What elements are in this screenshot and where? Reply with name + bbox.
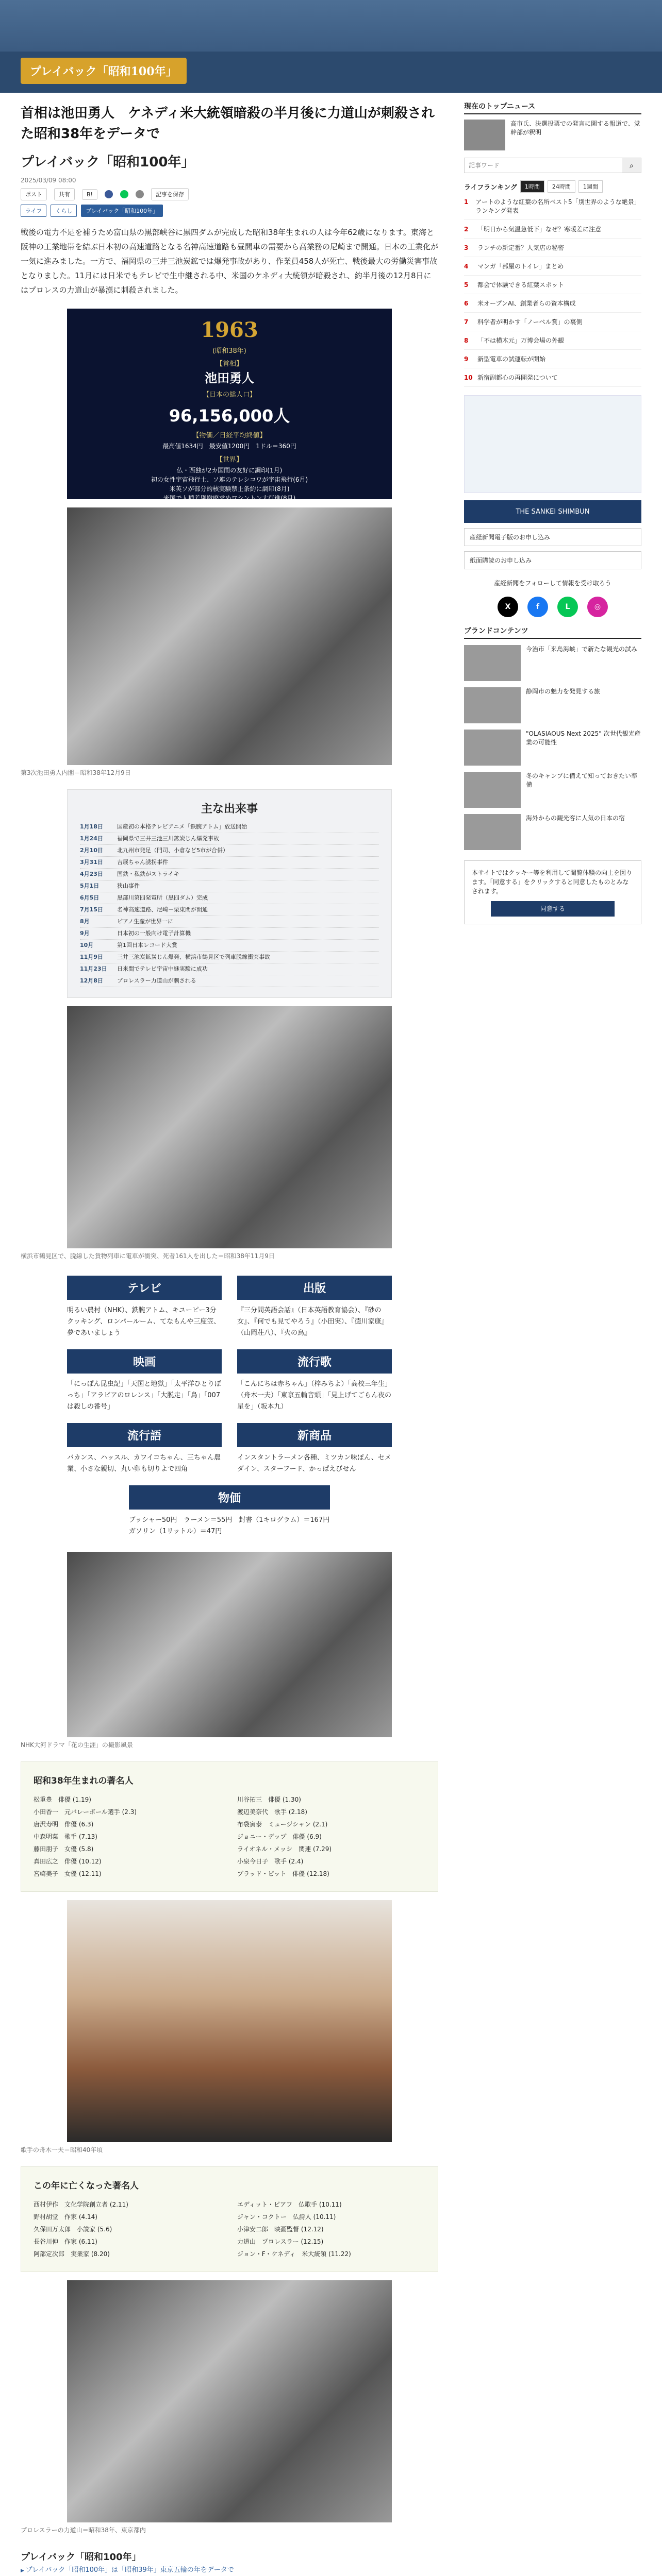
celebrity-role: 小説家 <box>77 2226 96 2233</box>
celebrity-date: (10.11) <box>319 2201 342 2208</box>
event-date: 12月8日 <box>80 977 103 984</box>
ranking-text: 新宿副都心の再開発について <box>477 374 558 381</box>
celebrity-date: (7.29) <box>313 1845 332 1853</box>
celebrity-item <box>237 2235 425 2248</box>
celebrity-role: 俳優 <box>268 1796 281 1803</box>
event-text: 国産初の本格テレビアニメ「鉄腕アトム」放送開始 <box>117 823 247 830</box>
celebrity-date: (11.22) <box>328 2250 351 2258</box>
ranking-text: 新型電車の試運転が開始 <box>477 355 546 363</box>
category-prices <box>129 1485 337 1537</box>
celebrity-item <box>237 2248 425 2260</box>
celebrity-role: 女優 <box>64 1870 77 1877</box>
ranking-item[interactable] <box>464 336 641 350</box>
subscribe-digital-link[interactable]: 産経新聞電子版のお申し込み <box>464 528 641 546</box>
sns-follow-title: 産経新聞をフォローして情報を受け取ろう <box>494 580 611 587</box>
tab-1hour[interactable]: 1時間 <box>520 180 544 193</box>
celebrity-name: 布袋寅泰 <box>237 1821 262 1828</box>
celebrity-role: 俳優 <box>292 1870 305 1877</box>
celebrity-item <box>237 1818 425 1831</box>
celebrity-date: (7.13) <box>78 1833 97 1840</box>
event-text: 北九州市発足（門司、小倉など5市が合併） <box>117 847 228 854</box>
celebrity-date: (2.4) <box>288 1858 304 1865</box>
top-news-title: 現在のトップニュース <box>464 101 641 114</box>
brand-thumb <box>464 814 521 850</box>
celebrity-role: 映画監督 <box>274 2226 300 2233</box>
info-year: 1963 <box>201 318 258 342</box>
event-text: 日米間でテレビ宇宙中継実験に成功 <box>117 965 208 972</box>
event-row <box>80 904 379 916</box>
drama-caption: NHK大河ドラマ「花の生涯」の撮影風景 <box>21 1741 133 1749</box>
sidebar <box>464 93 641 924</box>
celebrity-name: 野村胡堂 <box>34 2213 59 2221</box>
train-caption: 横浜市鶴見区で、脱線した貨物列車に電車が衝突、死者161人を出した＝昭和38年11月9日 <box>21 1252 275 1260</box>
celebrity-name: 力道山 <box>237 2238 256 2245</box>
brand-text: 冬のキャンプに備えて知っておきたい準備 <box>526 772 638 788</box>
events-title: 主な出来事 <box>201 802 258 816</box>
related-link[interactable]: ▶ プレイバック「昭和100年」は「昭和39年」東京五輪の年をデータで <box>21 2563 438 2576</box>
sns-icons <box>464 597 641 617</box>
celebrity-item <box>34 1843 222 1855</box>
category-text: 「こんにちは赤ちゃん」（梓みちよ）「高校三年生」（舟木一夫）「東京五輪音頭」「見上げてごらん夜の星を」（坂本九） <box>237 1380 392 1411</box>
brand-item[interactable] <box>464 687 641 723</box>
events-table <box>67 789 392 998</box>
info-world: 仏・西独が2カ国間の友好に調印(1月) 初の女性宇宙飛行士、ソ連のテレシコワが宇宙飛行(6月) 米英ソが部分的核実験禁止条約に調印(8月) 米国で人種差別撤廃求めワシントン大行進(8月) <box>151 467 308 502</box>
event-row <box>80 952 379 963</box>
celebrity-role: 関連 <box>299 1845 311 1853</box>
series-title: プレイバック「昭和100年」 <box>21 155 195 170</box>
header-banner <box>0 0 662 93</box>
celebrity-item <box>237 1831 425 1843</box>
category-title: 映画 <box>67 1349 222 1374</box>
event-text: 国鉄・私鉄がストライキ <box>117 871 179 877</box>
category-songs <box>237 1349 392 1413</box>
ranking-text: マンガ「部屋のトイレ」まとめ <box>477 263 564 270</box>
line-icon[interactable] <box>120 190 128 198</box>
share-button[interactable]: 共有 <box>54 188 75 200</box>
celebrity-name: 藤田朋子 <box>34 1845 59 1853</box>
info-pm: 池田勇人 <box>205 371 254 385</box>
event-row <box>80 916 379 928</box>
celebrity-name: 小田香一 <box>34 1808 59 1816</box>
event-row <box>80 940 379 952</box>
tag-life[interactable]: ライフ <box>21 205 46 217</box>
singer-photo <box>67 1900 392 2142</box>
celebrity-role: ミュージシャン <box>268 1821 311 1828</box>
page-title: 首相は池田勇人 ケネディ米大統領暗殺の半月後に力道山が刺殺された昭和38年をデータで <box>21 106 435 142</box>
ad-banner[interactable] <box>464 395 641 493</box>
ranking-text: 「不は横木元」万博会場の外観 <box>477 337 565 344</box>
celebrity-item <box>34 1831 222 1843</box>
celebrity-name: 渡辺美奈代 <box>237 1808 269 1816</box>
event-date: 8月 <box>80 918 90 925</box>
celebrity-date: (12.11) <box>78 1870 102 1877</box>
ranking-item[interactable] <box>464 244 641 257</box>
ranking-item[interactable] <box>464 198 641 220</box>
born-celebrities <box>21 1761 438 1892</box>
rikidozan-caption: プロレスラーの力道山＝昭和38年、東京都内 <box>21 2527 146 2534</box>
event-row <box>80 833 379 845</box>
celebrity-name: 西村伊作 <box>34 2201 59 2208</box>
brand-thumb <box>464 645 521 681</box>
ranking-item[interactable] <box>464 262 641 276</box>
top-news-item[interactable] <box>464 120 641 150</box>
event-date: 4月23日 <box>80 871 103 877</box>
brand-text: 今治市「来島海峡」で新たな観光の試み <box>526 646 638 653</box>
celebrity-role: 歌手 <box>64 1833 77 1840</box>
ranking-number: 6 <box>464 300 469 307</box>
celebrity-item <box>237 2223 425 2235</box>
year-info-box <box>67 309 392 502</box>
category-grid <box>21 1276 438 1537</box>
info-pm-label: 【首相】 <box>216 360 243 368</box>
category-title: 物価 <box>129 1485 330 1510</box>
celebrity-role: 俳優 <box>64 1821 77 1828</box>
post-button[interactable]: ポスト <box>21 188 47 200</box>
event-row <box>80 880 379 892</box>
category-tv <box>67 1276 222 1339</box>
event-text: 狭山事件 <box>117 883 140 889</box>
born-title: 昭和38年生まれの著名人 <box>34 1776 134 1786</box>
celebrity-date: (12.18) <box>307 1870 329 1877</box>
event-text: 第1回日本レコード大賞 <box>117 942 177 948</box>
search-box <box>464 158 641 173</box>
category-buzzwords <box>67 1423 222 1475</box>
tag-list <box>21 205 438 217</box>
tag-series[interactable]: プレイバック「昭和100年」 <box>81 205 163 217</box>
celebrity-date: (5.8) <box>78 1845 94 1853</box>
facebook-icon[interactable] <box>105 190 113 198</box>
celebrity-role: 歌手 <box>274 1808 287 1816</box>
brand-thumb <box>464 687 521 723</box>
category-new-products <box>237 1423 392 1475</box>
celebrity-role: 歌手 <box>274 1858 287 1865</box>
brand-item[interactable] <box>464 814 641 850</box>
ranking-text: 科学者が明かす「ノーベル賞」の裏側 <box>477 318 583 326</box>
celebrity-item <box>237 1855 425 1868</box>
brand-text: 海外からの観光客に人気の日本の宿 <box>526 815 625 822</box>
celebrity-name: 松重豊 <box>34 1796 53 1803</box>
top-news-thumb <box>464 120 505 150</box>
cabinet-photo <box>67 507 392 765</box>
celebrity-role: 作家 <box>64 2213 77 2221</box>
celebrity-role: 俳優 <box>292 1833 305 1840</box>
ranking-number: 8 <box>464 337 469 344</box>
celebrity-role: 米大統領 <box>302 2250 327 2258</box>
event-date: 1月18日 <box>80 823 103 830</box>
celebrity-role: 文化学院創立者 <box>64 2201 108 2208</box>
celebrity-date: (12.12) <box>301 2226 324 2233</box>
lead-paragraph: 戦後の電力不足を補うため富山県の黒部峡谷に黒四ダムが完成した昭和38年生まれの人は今年62歳になります。東海と阪神の工業地帯を結ぶ日本初の高速道路となる名神高速道路も昼間車の需要から高業務の尼崎まで開通。日本の工業化が一気に進みました。一方で、福岡県の三井三池炭鉱では爆発事故があり、作業員458人が死亡、戦後最大の労働災害事故となりました。11月には日米でもテレビで生中継される中、米国のケネディ大統領が暗殺され、約半月後の12月8日にはプロレスの力道山が暴漢に刺殺されました。 <box>21 228 439 295</box>
x-icon[interactable]: X <box>498 597 518 617</box>
celebrity-item <box>34 2223 222 2235</box>
ranking-number: 7 <box>464 318 469 326</box>
event-row <box>80 821 379 833</box>
celebrity-name: 中森明菜 <box>34 1833 59 1840</box>
brand-title: ブランドコンテンツ <box>464 625 641 639</box>
celebrity-date: (2.11) <box>109 2201 128 2208</box>
top-news-text: 高市氏、決選投票での発言に関する報道で、党幹部が釈明 <box>510 120 640 136</box>
tab-24hour[interactable]: 24時間 <box>548 180 575 193</box>
ranking-item[interactable] <box>464 281 641 294</box>
event-date: 9月 <box>80 930 90 937</box>
series-logo[interactable]: プレイバック「昭和100年」 <box>21 58 187 84</box>
celebrity-item <box>34 1793 222 1806</box>
cookie-notice <box>464 860 641 924</box>
brand-text: "OLASIAOUS Next 2025" 次世代観光産業の可能性 <box>526 730 641 746</box>
celebrity-name: 小泉今日子 <box>237 1858 269 1865</box>
category-text: 明るい農村（NHK）、鉄腕アトム、キユーピー3分クッキング、ロンパールーム、てなもんや三度笠、夢であいましょう <box>67 1307 221 1337</box>
celebrity-item <box>237 1868 425 1880</box>
ranking-number: 4 <box>464 263 469 270</box>
ranking-number: 9 <box>464 355 469 363</box>
event-text: 三井三池炭鉱炭じん爆発、横浜市鶴見区で列車脱線衝突事故 <box>117 954 270 960</box>
drama-photo <box>67 1552 392 1737</box>
save-article-button[interactable]: 記事を保存 <box>151 188 189 200</box>
category-movies <box>67 1349 222 1413</box>
event-date: 6月5日 <box>80 894 100 901</box>
celebrity-item <box>34 1818 222 1831</box>
event-date: 10月 <box>80 942 94 948</box>
celebrity-date: (10.12) <box>78 1858 102 1865</box>
celebrity-role: プロレスラー <box>262 2238 299 2245</box>
died-celebrities <box>21 2166 438 2272</box>
category-title: 流行語 <box>67 1423 222 1447</box>
info-wage: 最高値1634円 最安値1200円 1ドル＝360円 <box>162 443 296 450</box>
event-text: 黒部川第四発電所（黒四ダム）完成 <box>117 894 208 901</box>
info-pop-label: 【日本の総人口】 <box>202 391 256 399</box>
event-row <box>80 963 379 975</box>
event-text: 名神高速道路、尼崎－栗東間が開通 <box>117 906 208 913</box>
event-date: 7月15日 <box>80 906 103 913</box>
info-year-label: (昭和38年) <box>212 347 246 355</box>
category-text: 『三分間英語会話』（日本英語教育協会）、『砂の女』、『何でも見てやろう』（小田実）、『徳川家康』（山岡荘八）、『火の鳥』 <box>237 1307 388 1337</box>
celebrity-name: ジョン・F・ケネディ <box>237 2250 296 2258</box>
event-date: 3月31日 <box>80 859 103 866</box>
subscribe-paper-link[interactable]: 紙面購読のお申し込み <box>464 551 641 569</box>
ranking-number: 5 <box>464 281 469 289</box>
celebrity-name: 真田広之 <box>34 1858 59 1865</box>
died-title: この年に亡くなった著名人 <box>34 2181 139 2191</box>
singer-caption: 歌手の舟木一夫＝昭和40年頃 <box>21 2146 103 2154</box>
tab-1week[interactable]: 1週間 <box>578 180 603 193</box>
share-bar <box>21 188 438 200</box>
celebrity-item <box>237 1793 425 1806</box>
celebrity-role: 元バレーボール選手 <box>64 1808 120 1816</box>
ranking-number: 1 <box>464 198 469 206</box>
ranking-item[interactable] <box>464 374 641 387</box>
event-text: 福岡県で三井三池三川鉱炭じん爆発事故 <box>117 835 219 842</box>
event-date: 1月24日 <box>80 835 103 842</box>
ranking-number: 2 <box>464 226 469 233</box>
celebrity-date: (6.11) <box>78 2238 97 2245</box>
related-title: プレイバック「昭和100年」 <box>21 2552 141 2563</box>
celebrity-role: 作家 <box>64 2238 77 2245</box>
celebrity-date: (1.19) <box>72 1796 91 1803</box>
category-title: 新商品 <box>237 1423 392 1447</box>
event-date: 2月10日 <box>80 847 103 854</box>
celebrity-date: (4.14) <box>78 2213 97 2221</box>
brand-item[interactable] <box>464 772 641 808</box>
celebrity-name: 久保田万太郎 <box>34 2226 71 2233</box>
celebrity-name: 宮崎美子 <box>34 1870 59 1877</box>
event-row <box>80 975 379 987</box>
category-text: 「にっぽん昆虫記」「天国と地獄」「太平洋ひとりぼっち」「アラビアのロレンス」「大脱走」「鳥」「007は殺しの番号」 <box>67 1380 221 1411</box>
celebrity-item <box>237 1843 425 1855</box>
event-text: 吉展ちゃん誘拐事件 <box>117 859 168 866</box>
search-icon: ⌕ <box>630 161 634 170</box>
main-article <box>21 103 438 2576</box>
celebrity-item <box>237 1806 425 1818</box>
brand-item[interactable] <box>464 645 641 681</box>
rikidozan-photo <box>67 2280 392 2522</box>
ranking-text: 「明日から気温急低下」なぜ？寒暖差に注意 <box>477 226 602 233</box>
related-articles <box>21 2550 438 2576</box>
search-button[interactable] <box>622 158 641 173</box>
celebrity-role: 俳優 <box>58 1796 71 1803</box>
celebrity-item <box>34 2235 222 2248</box>
celebrity-date: (12.15) <box>301 2238 324 2245</box>
event-text: プロレスラー力道山が刺される <box>117 977 196 984</box>
hatena-button[interactable]: B! <box>82 189 97 200</box>
ranking-number: 3 <box>464 244 469 251</box>
ranking-item[interactable] <box>464 355 641 368</box>
event-text: 日本初の一般向け電子計算機 <box>117 930 191 937</box>
celebrity-role: 仏歌手 <box>299 2201 318 2208</box>
celebrity-date: (1.30) <box>282 1796 301 1803</box>
celebrity-item <box>34 1868 222 1880</box>
celebrity-item <box>34 2198 222 2211</box>
celebrity-item <box>237 2211 425 2223</box>
celebrity-name: ブラッド・ピット <box>237 1870 287 1877</box>
ranking-item[interactable] <box>464 225 641 239</box>
ranking-text: 米オープンAI、創業者らの資本構成 <box>477 300 576 307</box>
celebrity-name: 唐沢寿明 <box>34 1821 59 1828</box>
celebrity-date: (2.1) <box>312 1821 328 1828</box>
brand-thumb <box>464 730 521 766</box>
ranking-text: 都会で体験できる紅葉スポット <box>477 281 565 289</box>
ranking-text: ランチの新定番？人気店の秘密 <box>477 244 565 251</box>
cookie-agree-button[interactable]: 同意する <box>491 901 615 917</box>
celebrity-name: 小津安二郎 <box>237 2226 269 2233</box>
celebrity-item <box>237 2198 425 2211</box>
cookie-text: 本サイトではクッキー等を利用して閲覧体験の向上を図ります。「同意する」をクリックすると同意したものとみなされます。 <box>472 869 633 895</box>
category-text: バカンス、ハッスル、カワイコちゃん、三ちゃん農業、小さな親切、丸い卵も切りよで四角 <box>67 1454 221 1473</box>
celebrity-name: エディット・ピアフ <box>237 2201 293 2208</box>
category-publishing <box>237 1276 392 1339</box>
ranking-title: ライフランキング <box>464 183 517 192</box>
brand-text: 静岡市の魅力を発見する旅 <box>526 688 601 695</box>
ranking-header <box>464 180 641 193</box>
line-icon[interactable]: L <box>557 597 578 617</box>
ranking-item[interactable] <box>464 299 641 313</box>
celebrity-role: 実業家 <box>71 2250 90 2258</box>
info-world-label: 【世界】 <box>216 456 243 464</box>
celebrity-date: (8.20) <box>91 2250 110 2258</box>
celebrity-date: (2.18) <box>288 1808 307 1816</box>
sankei-ad[interactable]: THE SANKEI SHIMBUN <box>464 500 641 523</box>
celebrity-role: 俳優 <box>64 1858 77 1865</box>
event-row <box>80 892 379 904</box>
category-title: テレビ <box>67 1276 222 1300</box>
celebrity-name: ジョニー・デップ <box>237 1833 287 1840</box>
event-row <box>80 857 379 869</box>
celebrity-item <box>34 1855 222 1868</box>
cabinet-caption: 第3次池田勇人内閣＝昭和38年12月9日 <box>21 769 131 776</box>
train-accident-photo <box>67 1006 392 1248</box>
celebrity-date: (6.3) <box>78 1821 94 1828</box>
celebrity-item <box>34 2248 222 2260</box>
brand-thumb <box>464 772 521 808</box>
publish-date: 2025/03/09 08:00 <box>21 177 76 184</box>
celebrity-role: 女優 <box>64 1845 77 1853</box>
category-title: 出版 <box>237 1276 392 1300</box>
instagram-icon[interactable]: ◎ <box>587 597 608 617</box>
event-date: 5月1日 <box>80 883 100 889</box>
celebrity-date: (6.9) <box>307 1833 322 1840</box>
category-text: インスタントラーメン各種、ミツカン味ぽん、セメダイン、スターフード、かっぱえびせん <box>237 1454 391 1473</box>
celebrity-name: ジャン・コクトー <box>237 2213 287 2221</box>
event-row <box>80 928 379 940</box>
ranking-number: 10 <box>464 374 473 381</box>
event-text: ピアノ生産が世界一に <box>117 918 174 925</box>
celebrity-item <box>34 1806 222 1818</box>
celebrity-name: 阿部定次郎 <box>34 2250 65 2258</box>
search-input[interactable] <box>465 158 622 173</box>
celebrity-date: (5.6) <box>97 2226 112 2233</box>
mail-icon[interactable] <box>136 190 144 198</box>
info-population: 96,156,000人 <box>169 406 290 426</box>
ranking-text: アートのような紅葉の名所ベスト5「別世界のような絶景」ランキング発表 <box>475 198 640 214</box>
event-date: 11月23日 <box>80 965 107 972</box>
celebrity-date: (10.11) <box>313 2213 336 2221</box>
info-wage-label: 【物価／日経平均終値】 <box>192 432 267 439</box>
category-text: ブッシャー50円 ラーメン＝55円 封書（1キログラム）＝167円 ガソリン（1リットル）＝47円 <box>129 1516 337 1535</box>
ranking-item[interactable] <box>464 318 641 331</box>
facebook-icon[interactable]: f <box>527 597 548 617</box>
celebrity-name: 川谷拓三 <box>237 1796 262 1803</box>
event-row <box>80 869 379 880</box>
tag-kurashi[interactable]: くらし <box>51 205 77 217</box>
celebrity-name: 長谷川伸 <box>34 2238 59 2245</box>
brand-item[interactable] <box>464 730 641 766</box>
celebrity-name: ライオネル・メッシ <box>237 1845 293 1853</box>
celebrity-date: (2.3) <box>122 1808 137 1816</box>
celebrity-item <box>34 2211 222 2223</box>
event-row <box>80 845 379 857</box>
event-date: 11月9日 <box>80 954 103 960</box>
category-title: 流行歌 <box>237 1349 392 1374</box>
celebrity-role: 仏詩人 <box>292 2213 311 2221</box>
